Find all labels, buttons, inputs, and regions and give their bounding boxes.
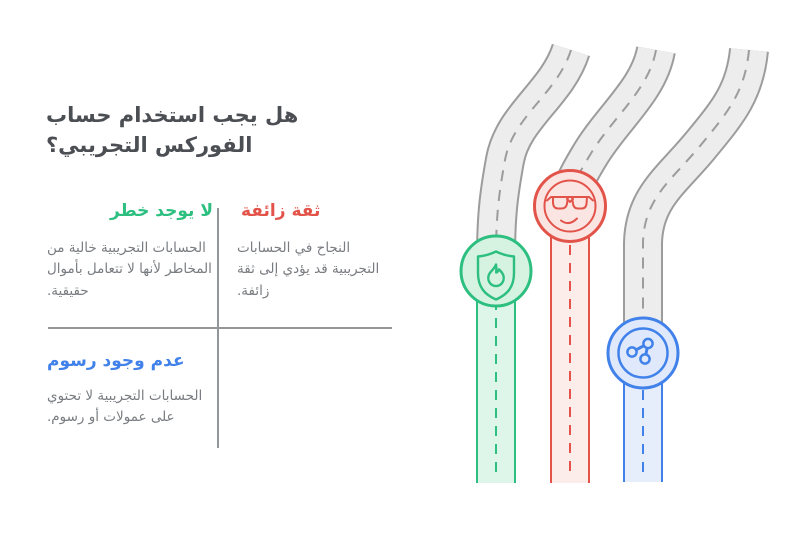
no-fees-heading: عدم وجود رسوم	[47, 351, 185, 371]
quadrant-divider-horizontal	[48, 327, 392, 329]
no-fees-marker	[608, 318, 678, 388]
no-fees-body: الحسابات التجريبية لا تحتوي على عمولات أو رسوم.	[47, 388, 203, 426]
false-confidence-body: النجاح في الحسابات التجريبية قد يؤدي إلى ثقة زائفة.	[237, 240, 380, 299]
no-risk-body: الحسابات التجريبية خالية من المخاطر لأنها لا تتعامل بأموال حقيقية.	[47, 240, 212, 299]
false-confidence-marker	[535, 171, 606, 242]
no-risk-marker	[461, 236, 531, 306]
false-confidence-heading: ثقة زائفة	[241, 201, 321, 221]
page-title: هل يجب استخدام حساب الفوركس التجريبي؟	[46, 103, 299, 158]
no-risk-heading: لا يوجد خطر	[110, 201, 213, 221]
